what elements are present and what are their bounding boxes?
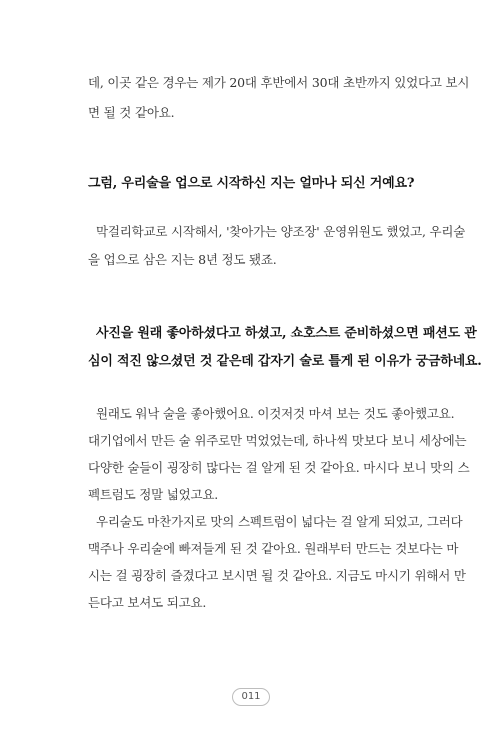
paragraph-3-line-2: 대기업에서 만든 술 위주로만 먹었었는데, 하나씩 맛보다 보니 세상에는 bbox=[88, 433, 467, 448]
paragraph-3-line-4: 펙트럼도 정말 넓었고요. bbox=[88, 487, 219, 502]
page-number: 011 bbox=[232, 688, 270, 706]
paragraph-4-line-1: 우리술도 마찬가지로 맛의 스펙트럼이 넓다는 걸 알게 되었고, 그러다 bbox=[96, 514, 463, 529]
paragraph-2-line-2: 을 업으로 삼은 지는 8년 정도 됐죠. bbox=[88, 252, 277, 267]
paragraph-1-line-2: 면 될 것 같아요. bbox=[88, 105, 175, 120]
paragraph-3-line-3: 다양한 술들이 굉장히 많다는 걸 알게 된 것 같아요. 마시다 보니 맛의 스 bbox=[88, 460, 470, 475]
paragraph-4-line-2: 맥주나 우리술에 빠져들게 된 것 같아요. 원래부터 만드는 것보다는 마 bbox=[88, 541, 459, 556]
paragraph-3-line-1: 원래도 워낙 술을 좋아했어요. 이것저것 마셔 보는 것도 좋아했고요. bbox=[96, 406, 455, 421]
paragraph-1-line-1: 데, 이곳 같은 경우는 제가 20대 후반에서 30대 초반까지 있었다고 보시 bbox=[88, 75, 470, 90]
question-2-line-1: 사진을 원래 좋아하셨다고 하셨고, 쇼호스트 준비하셨으면 패션도 관 bbox=[96, 326, 477, 341]
question-2-line-2: 심이 적진 않으셨던 것 같은데 갑자기 술로 틀게 된 이유가 궁금하네요. bbox=[88, 354, 482, 369]
paragraph-2-line-1: 막걸리학교로 시작해서, '찾아가는 양조장' 운영위원도 했었고, 우리술 bbox=[96, 224, 466, 239]
question-1-line-1: 그럼, 우리술을 업으로 시작하신 지는 얼마나 되신 거예요? bbox=[88, 176, 415, 191]
paragraph-4-line-3: 시는 걸 굉장히 즐겼다고 보시면 될 것 같아요. 지금도 마시기 위해서 만 bbox=[88, 568, 466, 583]
paragraph-4-line-4: 든다고 보셔도 되고요. bbox=[88, 595, 207, 610]
